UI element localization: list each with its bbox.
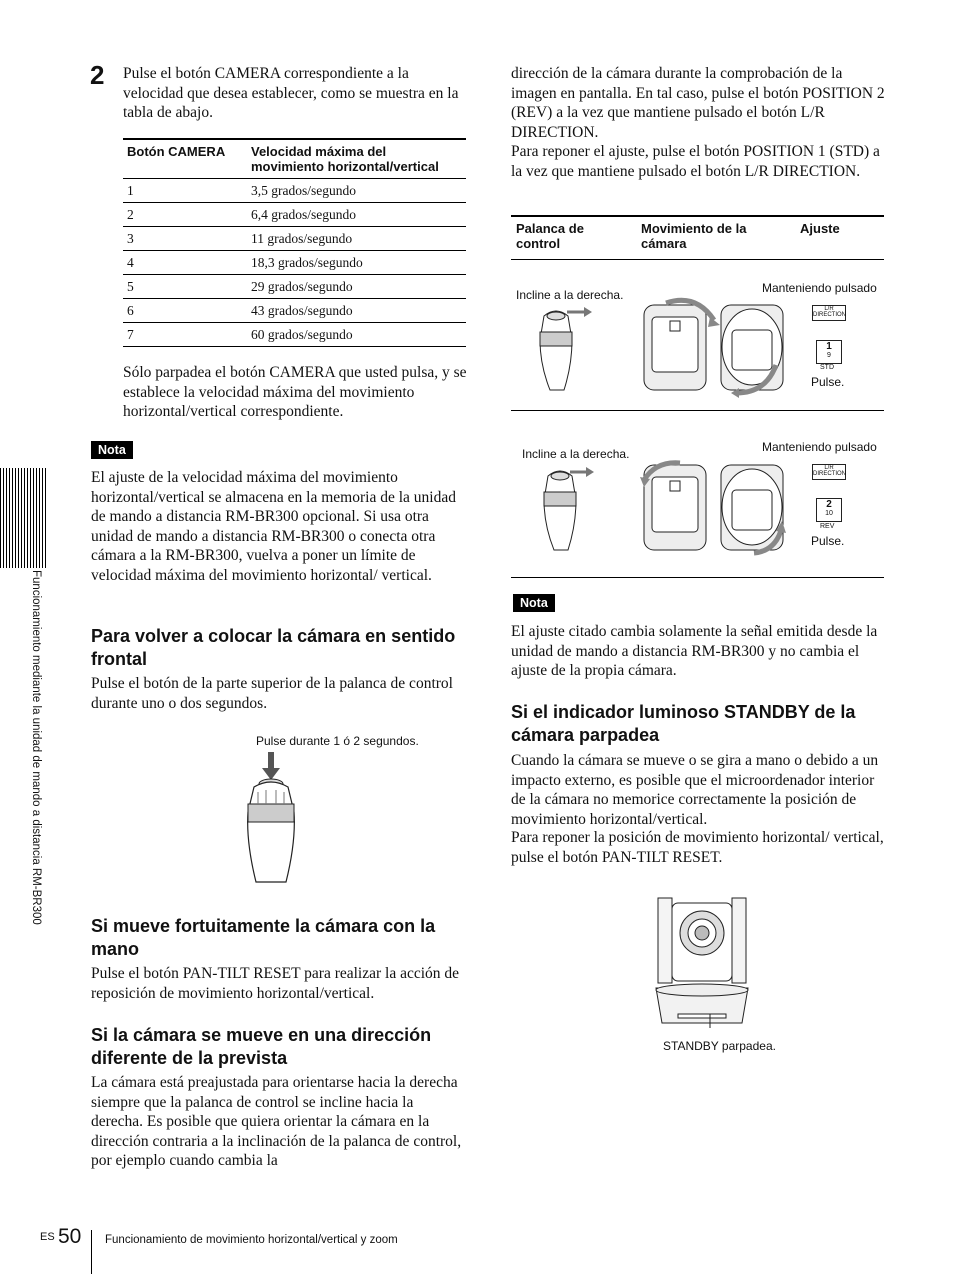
table-cell: 29 grados/segundo <box>247 275 466 299</box>
table-row <box>123 299 466 323</box>
row-divider <box>511 410 884 411</box>
continued-text: dirección de la cámara durante la comprobación de la imagen en pantalla. En tal caso, pulse el botón POSITION 2 (REV) a la vez que mantiene pulsado el botón L/R DIRECTION. <box>511 65 885 141</box>
camera-movement-illustration <box>636 455 786 560</box>
joystick-tilt-illustration <box>538 460 603 555</box>
hold-label: Manteniendo pulsado <box>762 281 877 295</box>
table-cell: 43 grados/segundo <box>247 299 466 323</box>
press-label: Pulse. <box>811 534 845 548</box>
section-text: La cámara está preajustada para orientarse hacia la derecha siempre que la palanca de control se incline hacia la derecha. Es posible que quiera orientar la cámara en la dirección contraria a la inclinación de la palanca de control, por ejemplo cuando cambia la <box>91 1074 462 1169</box>
table-row <box>123 323 466 347</box>
step-number: 2 <box>90 60 105 90</box>
lr-direction-button[interactable]: L/R DIRECTION <box>812 305 846 321</box>
table-bottom-rule <box>511 577 884 578</box>
side-index-tab <box>0 468 48 568</box>
table-cell: 60 grados/segundo <box>247 323 466 347</box>
section-text: Pulse el botón PAN-TILT RESET para realizar la acción de reposición de movimiento horizontal/vertical. <box>91 965 460 1002</box>
table-cell: 7 <box>123 323 247 347</box>
camera-illustration <box>652 888 752 1028</box>
table-row <box>123 179 466 203</box>
camera-movement-illustration <box>636 295 786 400</box>
position-button[interactable] <box>816 498 842 522</box>
button-number: 1 <box>826 341 832 352</box>
joystick-tilt-illustration <box>532 300 597 395</box>
table-header: Ajuste <box>800 221 840 236</box>
side-chapter-text: Funcionamiento mediante la unidad de mando a distancia RM-BR300 <box>30 570 42 925</box>
nota-text: El ajuste de la velocidad máxima del movimiento horizontal/vertical se almacena en la memoria de la unidad de mando a distancia RM-BR300 opcional. Si usa otra unidad de mando a distancia RM-BR300 o conecta otra cámara a la RM-BR300, vuelva a poner un límite de velocidad máxima del movimiento horizontal/ vertical. <box>91 469 456 584</box>
table-row <box>123 275 466 299</box>
after-table-text: Sólo parpadea el botón CAMERA que usted pulsa, y se establece la velocidad máxima del movimiento horizontal/vertical correspondiente. <box>123 364 467 420</box>
press-label: Pulse. <box>811 375 845 389</box>
nota-label: Nota <box>91 441 133 459</box>
section-title: Para volver a colocar la cámara en sentido frontal <box>91 626 456 669</box>
footer-text: Funcionamiento de movimiento horizontal/vertical y zoom <box>105 1234 398 1246</box>
table-cell: 3,5 grados/segundo <box>247 179 466 203</box>
section-text: Para reponer la posición de movimiento horizontal/ vertical, pulse el botón PAN-TILT RESET. <box>511 829 884 866</box>
table-header: Movimiento de la cámara <box>641 221 747 251</box>
position-button[interactable] <box>816 340 842 364</box>
table-cell: 2 <box>123 203 247 227</box>
section-title: Si la cámara se mueve en una dirección diferente de la prevista <box>91 1025 432 1068</box>
control-table-header <box>511 215 884 260</box>
button-name: STD <box>820 364 834 371</box>
table-cell: 3 <box>123 227 247 251</box>
footer-divider <box>91 1230 92 1274</box>
page-number: 50 <box>58 1225 82 1248</box>
speed-table <box>123 138 466 347</box>
joystick-caption: Pulse durante 1 ó 2 segundos. <box>256 734 419 748</box>
table-cell: 18,3 grados/segundo <box>247 251 466 275</box>
table-cell: 6,4 grados/segundo <box>247 203 466 227</box>
section-title: Si mueve fortuitamente la cámara con la mano <box>91 916 436 959</box>
table-header: Botón CAMERA <box>123 139 247 179</box>
table-row <box>123 227 466 251</box>
lr-direction-button[interactable]: L/R DIRECTION <box>812 464 846 480</box>
table-row <box>123 203 466 227</box>
table-header: Palanca de control <box>516 221 584 251</box>
hold-label: Manteniendo pulsado <box>762 440 877 454</box>
section-text: Pulse el botón de la parte superior de la palanca de control durante uno o dos segundos. <box>91 675 453 712</box>
table-cell: 1 <box>123 179 247 203</box>
continued-text: Para reponer el ajuste, pulse el botón POSITION 1 (STD) a la vez que mantiene pulsado el botón L/R DIRECTION. <box>511 143 880 180</box>
button-subnumber: 9 <box>827 352 831 359</box>
section-title: Si el indicador luminoso STANDBY de la cámara parpadea <box>511 702 856 745</box>
button-subnumber: 10 <box>825 510 833 517</box>
table-cell: 5 <box>123 275 247 299</box>
table-row <box>123 251 466 275</box>
table-cell: 4 <box>123 251 247 275</box>
button-name: REV <box>820 523 835 530</box>
step-text: Pulse el botón CAMERA correspondiente a la velocidad que desea establecer, como se muestra en la tabla de abajo. <box>123 65 459 121</box>
section-text: Cuando la cámara se mueve o se gira a mano o debido a un impacto externo, es posible que el microordenador interior de la cámara no memorice correctamente la posición de movimiento horizontal/vertical. <box>511 752 879 828</box>
tilt-label: Incline a la derecha. <box>522 447 630 461</box>
table-cell: 6 <box>123 299 247 323</box>
tilt-label: Incline a la derecha. <box>516 288 624 302</box>
lang-code: ES <box>40 1231 55 1243</box>
nota-text: El ajuste citado cambia solamente la señal emitida desde la unidad de mando a distancia RM-BR300 y no cambia el ajuste de la propia cámara. <box>511 623 878 679</box>
joystick-press-illustration <box>236 752 306 887</box>
table-header: Velocidad máxima del movimiento horizontal/vertical <box>247 139 466 179</box>
button-number: 2 <box>826 499 832 510</box>
table-cell: 11 grados/segundo <box>247 227 466 251</box>
standby-caption: STANDBY parpadea. <box>663 1039 776 1053</box>
nota-label: Nota <box>513 594 555 612</box>
